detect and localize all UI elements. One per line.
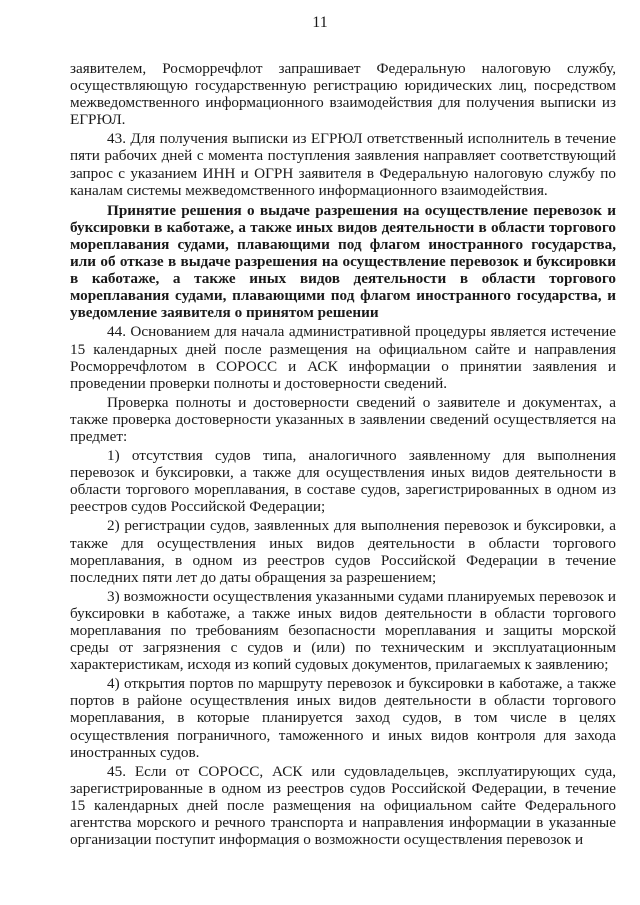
list-item-3: 3) возможности осуществления указанными судами планируемых перевозок и буксировки в каботаже, а также иных видов деятельности в области торгового мореплавания по требованиям безопасности мореплавания и защиты морской среды от загрязнения с судов и (или) по техническим и эксплуатационным характеристикам, исходя из копий судовых документов, прилагаемых к заявлению; [70, 587, 616, 674]
paragraph-continuation: заявителем, Росморречфлот запрашивает Федеральную налоговую службу, осуществляющую государственную регистрацию юридических лиц, посредством межведомственного информационного взаимодействия для получения выписки из ЕГРЮЛ. [70, 60, 616, 129]
page-number: 11 [312, 14, 328, 31]
paragraph-45: 45. Если от СОРОСС, АСК или судовладельцев, эксплуатирующих суда, зарегистрированные в одном из реестров судов Российской Федерации, в течение 15 календарных дней после размещения на официальном сайте Федерального агентства морского и речного транспорта и направления информации в указанные организации поступит информация о возможности осуществления перевозок и [70, 762, 616, 849]
document-body [70, 60, 616, 848]
paragraph-verification-intro: Проверка полноты и достоверности сведений о заявителе и документах, а также проверка достоверности указанных в заявлении сведений осуществляется на предмет: [70, 393, 616, 445]
list-item-2: 2) регистрации судов, заявленных для выполнения перевозок и буксировки, а также для осуществления иных видов деятельности в области торгового мореплавания, в одном из реестров судов Российской Федерации в течение последних пяти лет до даты обращения за разрешением; [70, 517, 616, 586]
list-item-1: 1) отсутствия судов типа, аналогичного заявленному для выполнения перевозок и буксировки, а также для осуществления иных видов деятельности в области торгового мореплавания, в составе судов, зарегистрированных в одном из реестров судов Российской Федерации; [70, 447, 616, 516]
paragraph-44: 44. Основанием для начала административной процедуры является истечение 15 календарных дней после размещения на официальном сайте и направления Росморречфлотом в СОРОСС и АСК информации о принятии заявления и проведении проверки полноты и достоверности сведений. [70, 323, 616, 392]
list-item-4: 4) открытия портов по маршруту перевозок и буксировки в каботаже, а также портов в районе осуществления иных видов деятельности в области торгового мореплавания, в которые планируется заход судов, в том числе в целях осуществления пограничного, таможенного и иных видов контроля для захода иностранных судов. [70, 675, 616, 761]
paragraph-43: 43. Для получения выписки из ЕГРЮЛ ответственный исполнитель в течение пяти рабочих дней с момента поступления заявления направляет соответствующий запрос с указанием ИНН и ОГРН заявителя в Федеральную налоговую службу по каналам системы межведомственного информационного взаимодействия. [70, 130, 616, 199]
section-heading: Принятие решения о выдаче разрешения на осуществление перевозок и буксировки в каботаже, а также иных видов деятельности в области торгового мореплавания судами, плавающими под флагом иностранного государства, или об отказе в выдаче разрешения на осуществление перевозок и буксировки в каботаже, а также иных видов деятельности в области торгового мореплавания судами, плавающими под флагом иностранного государства, и уведомление заявителя о принятом решении [70, 201, 616, 322]
